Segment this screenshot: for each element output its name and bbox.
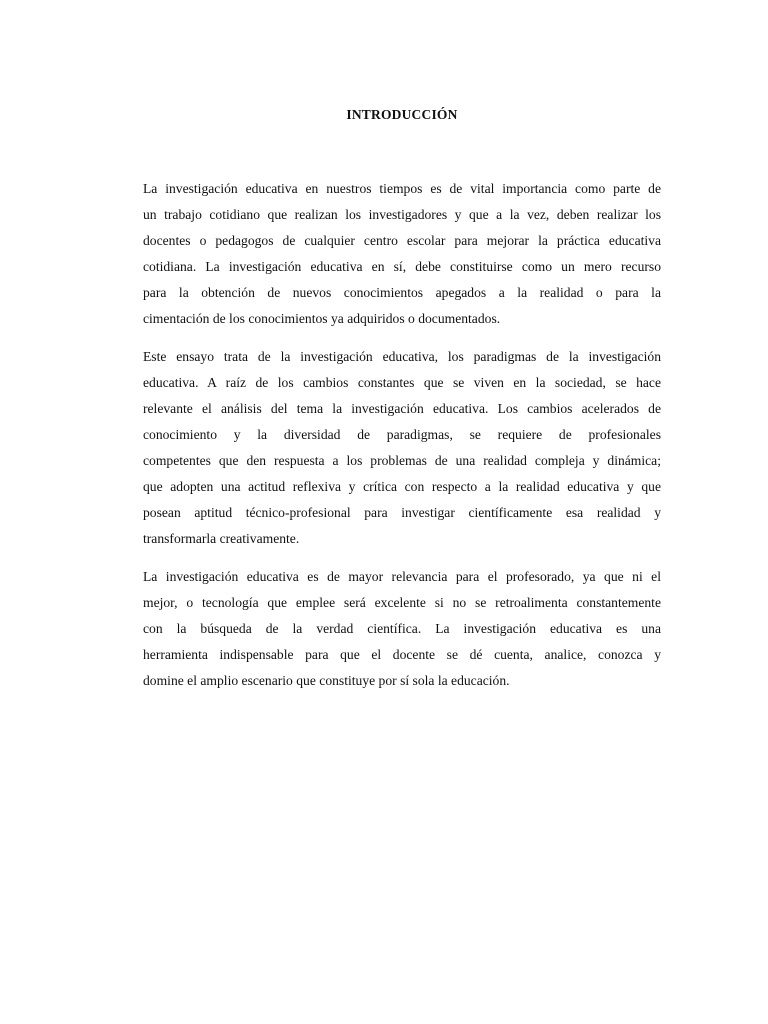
text-line: que adopten una actitud reflexiva y crítica con respecto a la realidad educativa y que <box>143 479 661 494</box>
text-line: un trabajo cotidiano que realizan los investigadores y que a la vez, deben realizar los <box>143 207 661 222</box>
text-line: cotidiana. La investigación educativa en sí, debe constituirse como un mero recurso <box>143 259 661 274</box>
paragraph-3 <box>143 564 661 694</box>
text-line: posean aptitud técnico-profesional para investigar científicamente esa realidad y <box>143 505 661 520</box>
paragraph-2 <box>143 344 661 552</box>
text-line: domine el amplio escenario que constituye por sí sola la educación. <box>143 673 510 688</box>
text-line: relevante el análisis del tema la investigación educativa. Los cambios acelerados de <box>143 401 661 416</box>
text-line: transformarla creativamente. <box>143 531 300 546</box>
text-line: mejor, o tecnología que emplee será excelente si no se retroalimenta constantemente <box>143 595 661 610</box>
text-line: educativa. A raíz de los cambios constantes que se viven en la sociedad, se hace <box>143 375 661 390</box>
text-line: para la obtención de nuevos conocimientos apegados a la realidad o para la <box>143 285 661 300</box>
text-line: con la búsqueda de la verdad científica. La investigación educativa es una <box>143 621 661 636</box>
text-line: La investigación educativa en nuestros tiempos es de vital importancia como parte de <box>143 181 661 196</box>
text-line: competentes que den respuesta a los problemas de una realidad compleja y dinámica; <box>143 453 661 468</box>
text-line: conocimiento y la diversidad de paradigmas, se requiere de profesionales <box>143 427 661 442</box>
page-title: INTRODUCCIÓN <box>346 107 458 122</box>
text-line: docentes o pedagogos de cualquier centro escolar para mejorar la práctica educativa <box>143 233 661 248</box>
text-line: herramienta indispensable para que el docente se dé cuenta, analice, conozca y <box>143 647 661 662</box>
paragraph-1 <box>143 176 661 332</box>
text-line: La investigación educativa es de mayor relevancia para el profesorado, ya que ni el <box>143 569 661 584</box>
document-body <box>143 176 661 706</box>
text-line: cimentación de los conocimientos ya adquiridos o documentados. <box>143 311 501 326</box>
text-line: Este ensayo trata de la investigación educativa, los paradigmas de la investigación <box>143 349 661 364</box>
